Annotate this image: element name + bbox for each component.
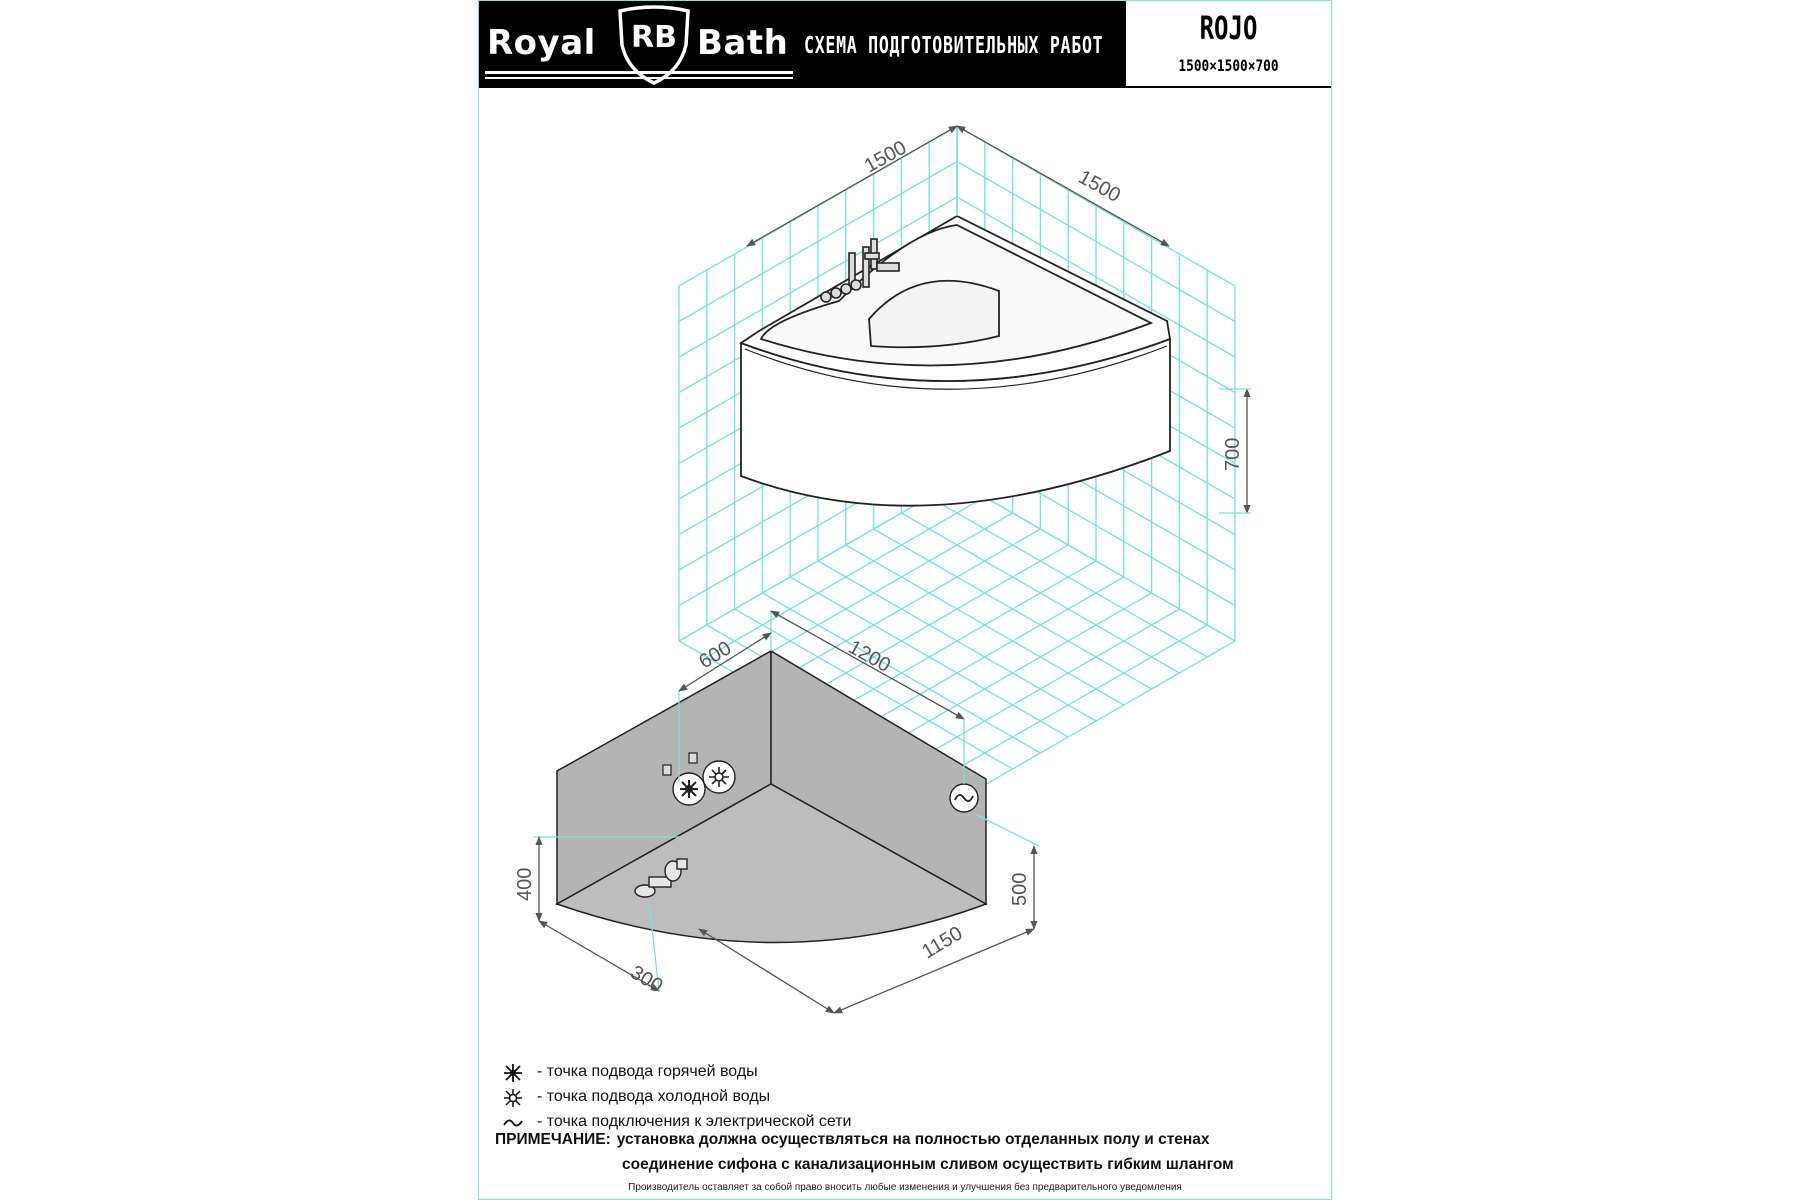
cold-water-icon — [709, 767, 729, 787]
dim-drain-offset: 300 — [626, 961, 667, 998]
installation-diagram — [479, 1, 1331, 1061]
brand-name-left: Royal — [487, 23, 596, 63]
hot-water-icon — [680, 780, 698, 798]
brand-monogram: RB — [631, 20, 677, 55]
dim-drain-distance: 1150 — [918, 922, 967, 964]
document-title: СХЕМА ПОДГОТОВИТЕЛЬНЫХ РАБОТ — [804, 33, 1104, 59]
disclaimer: Производитель оставляет за собой право вносить любые изменения и улучшения без предварительного уведомления — [628, 1182, 1182, 1193]
legend-text: - точка подвода холодной воды — [537, 1088, 771, 1105]
brand-name-right: Bath — [697, 23, 789, 63]
note-line-2: соединение сифона с канализационным сливом осуществить гибким шлангом — [622, 1156, 1234, 1173]
hot-water-icon — [501, 1061, 525, 1085]
legend-item-hot-water — [493, 1061, 1313, 1085]
model-dimensions: 1500×1500×700 — [1178, 56, 1279, 75]
dim-outlet-offset: 1200 — [844, 636, 895, 677]
dim-outlet-height: 500 — [1009, 872, 1031, 906]
installation-note — [495, 1131, 1210, 1149]
legend-item-cold-water — [493, 1086, 1313, 1110]
drawing-sheet — [478, 0, 1332, 1200]
corner-bathtub — [741, 216, 1170, 506]
dim-top-left-width: 1500 — [860, 136, 911, 178]
model-name: ROJO — [1199, 9, 1258, 47]
dim-supply-offset: 600 — [695, 637, 736, 674]
electric-outlet-connection — [950, 784, 978, 812]
dim-supply-height: 400 — [514, 867, 536, 901]
cold-water-icon — [501, 1086, 525, 1110]
legend-text: - точка подключения к электрической сети — [537, 1113, 852, 1130]
legend-text: - точка подвода горячей воды — [537, 1063, 758, 1080]
note-line-1: установка должна осуществляться на полностью отделанных полу и стенах — [616, 1131, 1210, 1148]
note-label: ПРИМЕЧАНИЕ: — [495, 1131, 611, 1148]
dim-top-height: 700 — [1222, 437, 1244, 471]
dim-top-right-width: 1500 — [1074, 166, 1125, 207]
